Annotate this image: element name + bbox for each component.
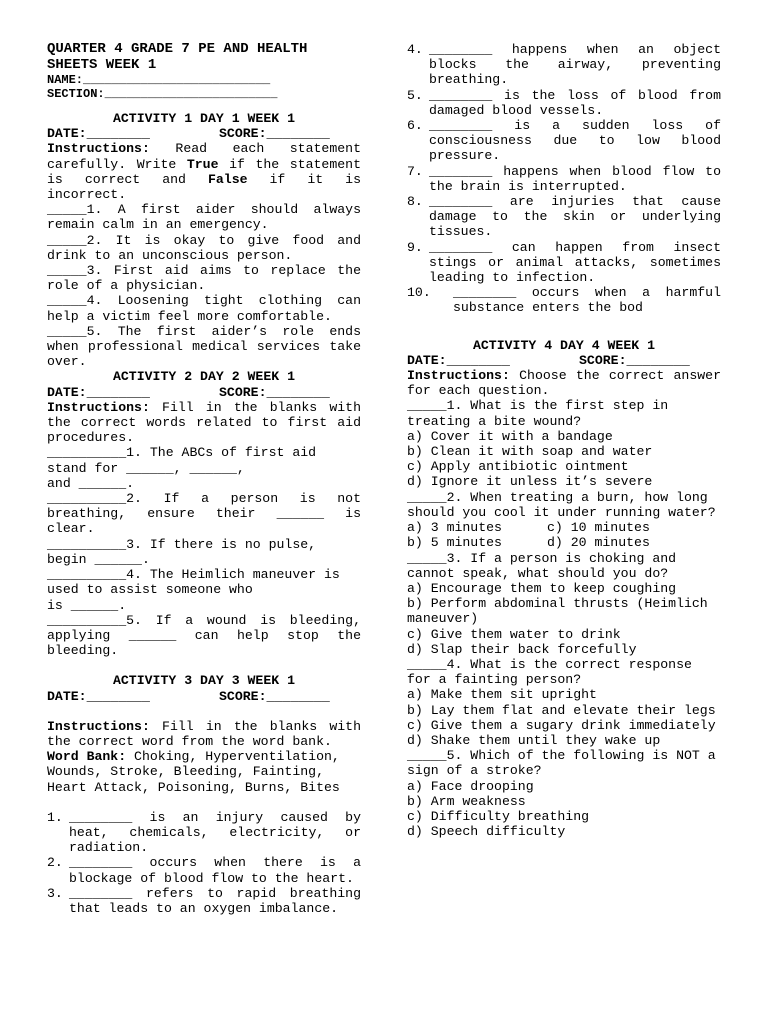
q4-option-b[interactable]: b) Lay them flat and elevate their legs (407, 702, 716, 718)
spacer (47, 704, 361, 719)
item-number: 9. (407, 239, 423, 255)
instructions-text: if the statement is correct and (47, 156, 361, 187)
activity2-score-field[interactable]: SCORE:________ (219, 384, 330, 400)
item-number: 8. (407, 194, 423, 210)
activity2-item-4-cont[interactable]: is ______. (47, 597, 127, 613)
activity1-item-3[interactable]: _____3. First aid aims to replace the role of a physician. (47, 263, 361, 294)
item-number: 3. (47, 885, 63, 901)
item-text: ________ occurs when there is a blockage of blood flow to the heart. (69, 855, 361, 886)
activity4-date-score (407, 353, 721, 368)
activity2-instructions (47, 400, 361, 446)
q4-option-d[interactable]: d) Shake them until they wake up (407, 732, 661, 748)
title-line-1: QUARTER 4 GRADE 7 PE AND HEALTH (47, 41, 308, 57)
title-line-2: SHEETS WEEK 1 (47, 56, 157, 73)
activity1-instructions (47, 141, 361, 202)
item-number: 10. (407, 285, 431, 301)
activity1-item-2[interactable]: _____2. It is okay to give food and drink to an unconscious person. (47, 232, 361, 263)
item-text: ________ can happen from insect stings or animal attacks, sometimes leading to infection. (429, 239, 721, 286)
activity4-question-2[interactable]: _____2. When treating a burn, how long should you cool it under running water? (407, 489, 716, 520)
item-text: ________ are injuries that cause damage to the skin or underlying tissues. (429, 194, 721, 240)
activity4-instructions (407, 368, 721, 398)
item-number: 5. (407, 87, 423, 103)
activity2-date-field[interactable]: DATE:________ (47, 384, 150, 400)
true-word: True (186, 156, 219, 172)
activity1-date-field[interactable]: DATE:________ (47, 126, 150, 142)
item-number: 1. (47, 809, 63, 825)
activity4-question-4[interactable]: _____4. What is the correct response for a fainting person? (407, 656, 692, 688)
item-text: ________ refers to rapid breathing that leads to an oxygen imbalance. (69, 885, 361, 916)
q3-option-b[interactable]: b) Perform abdominal thrusts (Heimlich maneuver) (407, 596, 708, 627)
section-field[interactable]: SECTION:________________________ (47, 87, 278, 101)
activity3-item-5[interactable] (407, 88, 721, 118)
activity1-item-1[interactable]: _____1. A first aider should always remain calm in an emergency. (47, 202, 361, 233)
activity3-item-1[interactable] (47, 810, 361, 856)
activity1-item-4[interactable]: _____4. Loosening tight clothing can help a victim feel more comfortable. (47, 293, 361, 324)
activity3-score-field[interactable]: SCORE:________ (219, 688, 330, 704)
activity2-date-score (47, 385, 361, 400)
q2-option-a[interactable]: a) 3 minutes (407, 520, 502, 536)
instructions-text: Read each statement carefully. Write (47, 141, 361, 172)
item-number: 6. (407, 118, 423, 134)
activity2-item-1[interactable]: __________1. The ABCs of first aid stand for ______, ______, (47, 445, 317, 476)
activity3-instructions (47, 719, 361, 749)
q2-option-c[interactable]: c) 10 minutes (547, 520, 650, 536)
instructions-label: Instructions: (47, 718, 150, 734)
worksheet-title (47, 42, 361, 73)
activity3-item-8[interactable] (407, 194, 721, 240)
word-bank (47, 749, 361, 795)
q1-option-d[interactable]: d) Ignore it unless it’s severe (407, 474, 653, 490)
activity3-item-10[interactable] (407, 285, 721, 315)
q5-option-b[interactable]: b) Arm weakness (407, 793, 526, 809)
activity2-item-3-cont[interactable]: begin ______. (47, 551, 150, 567)
q2-options-row-1 (407, 520, 721, 535)
instructions-label: Instructions: (47, 399, 150, 415)
activity3-item-9[interactable] (407, 240, 721, 286)
activity2-title: ACTIVITY 2 DAY 2 WEEK 1 (112, 369, 296, 385)
item-text: ________ occurs when a harmful substance enters the bod (453, 285, 721, 316)
left-column (47, 42, 361, 916)
instructions-text: Fill in the blanks with the correct words related to first aid procedures. (47, 399, 361, 446)
spacer (47, 795, 361, 810)
item-number: 4. (407, 42, 423, 57)
instructions-text: Fill in the blanks with the correct word from the word bank. (47, 718, 361, 749)
activity4-score-field[interactable]: SCORE:________ (579, 352, 690, 368)
activity2-item-1-cont[interactable]: and ______. (47, 475, 135, 491)
activity4-question-1[interactable]: _____1. What is the first step in treating a bite wound? (407, 398, 669, 429)
instructions-text: Choose the correct answer for each question. (407, 368, 721, 399)
q1-option-b[interactable]: b) Clean it with soap and water (407, 444, 653, 460)
activity3-date-score (47, 689, 361, 704)
activity2-item-5[interactable]: __________5. If a wound is bleeding, applying ______ can help stop the bleeding. (47, 612, 361, 659)
activity1-score-field[interactable]: SCORE:________ (219, 126, 330, 142)
q3-option-d[interactable]: d) Slap their back forcefully (407, 641, 637, 657)
instructions-label: Instructions: (47, 141, 150, 157)
q3-option-a[interactable]: a) Encourage them to keep coughing (407, 580, 677, 596)
item-text: ________ happens when blood flow to the brain is interrupted. (429, 163, 721, 194)
activity4-title: ACTIVITY 4 DAY 4 WEEK 1 (472, 337, 656, 353)
item-number: 7. (407, 163, 423, 179)
instructions-label: Instructions: (407, 368, 510, 384)
q5-option-a[interactable]: a) Face drooping (407, 778, 534, 794)
q2-option-d[interactable]: d) 20 minutes (547, 535, 650, 551)
activity1-date-score (47, 126, 361, 141)
q5-option-d[interactable]: d) Speech difficulty (407, 824, 566, 840)
activity4-question-5[interactable]: _____5. Which of the following is NOT a sign of a stroke? (407, 748, 716, 779)
q5-option-c[interactable]: c) Difficulty breathing (407, 808, 590, 824)
activity4-question-3[interactable]: _____3. If a person is choking and cannot speak, what should you do? (407, 550, 677, 581)
instructions-text: if it is incorrect. (47, 171, 361, 203)
activity3-item-7[interactable] (407, 164, 721, 194)
q2-option-b[interactable]: b) 5 minutes (407, 535, 502, 551)
q4-option-c[interactable]: c) Give them a sugary drink immediately (407, 717, 716, 733)
word-bank-label: Word Bank: (47, 749, 127, 765)
item-text: ________ is a sudden loss of consciousness due to low blood pressure. (429, 118, 721, 164)
activity3-title: ACTIVITY 3 DAY 3 WEEK 1 (112, 673, 296, 689)
q2-options-row-2 (407, 535, 721, 550)
activity3-item-6[interactable] (407, 118, 721, 164)
activity2-item-2[interactable]: __________2. If a person is not breathing, ensure their ______ is clear. (47, 491, 361, 537)
q3-option-c[interactable]: c) Give them water to drink (407, 626, 621, 642)
false-word: False (207, 171, 248, 187)
item-text: ________ happens when an object blocks the airway, preventing breathing. (429, 42, 721, 88)
q1-option-c[interactable]: c) Apply antibiotic ointment (407, 459, 629, 475)
activity3-date-field[interactable]: DATE:________ (47, 688, 150, 704)
activity2-item-4[interactable]: __________4. The Heimlich maneuver is used to assist someone who (47, 567, 340, 598)
item-text: ________ is an injury caused by heat, chemicals, electricity, or radiation. (69, 809, 361, 856)
name-field[interactable]: NAME:__________________________ (47, 73, 271, 87)
activity3-item-4[interactable] (407, 42, 721, 88)
item-text: ________ is the loss of blood from damaged blood vessels. (429, 87, 721, 118)
item-number: 2. (47, 855, 63, 871)
activity2-item-3[interactable]: __________3. If there is no pulse, (47, 536, 317, 552)
q1-option-a[interactable]: a) Cover it with a bandage (407, 428, 613, 444)
activity1-item-5[interactable]: _____5. The first aider’s role ends when professional medical services take over. (47, 323, 361, 370)
right-column (407, 42, 721, 839)
activity3-item-2[interactable] (47, 855, 361, 885)
word-bank-list: Choking, Hyperventilation, Wounds, Stroke, Bleeding, Fainting, Heart Attack, Poisoning, Burns, Bites (47, 749, 340, 795)
q4-option-a[interactable]: a) Make them sit upright (407, 687, 597, 703)
activity1-title: ACTIVITY 1 DAY 1 WEEK 1 (112, 111, 296, 126)
activity4-date-field[interactable]: DATE:________ (407, 352, 510, 368)
activity3-item-3[interactable] (47, 886, 361, 916)
